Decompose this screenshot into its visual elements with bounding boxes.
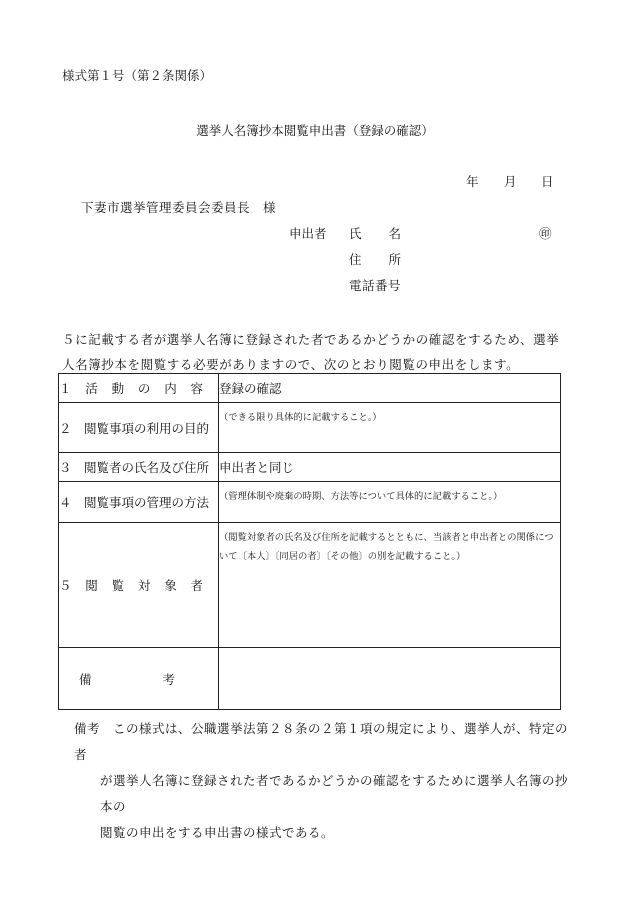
application-table <box>58 373 561 710</box>
activity-value[interactable]: 登録の確認 <box>219 374 561 403</box>
remarks-field[interactable] <box>219 648 561 710</box>
name-char: 氏 <box>349 226 362 241</box>
footnote-line: 備考 この様式は、公職選挙法第２８条の２第１項の規定により、選挙人が、特定の者 <box>74 721 569 762</box>
seal-mark: ㊞ <box>539 226 552 241</box>
management-note: （管理体制や廃棄の時期、方法等について具体的に記載すること。） <box>219 491 503 502</box>
date-day-label: 日 <box>541 174 554 189</box>
footnote-line: 閲覧の申出をする申出書の様式である。 <box>100 825 335 840</box>
applicant-address-label <box>349 250 401 268</box>
date-month-label: 月 <box>504 174 517 189</box>
purpose-note: （できる限り具体的に記載すること。） <box>219 412 382 423</box>
row-label-subject: ５ 閲 覧 対 象 者 <box>59 523 219 648</box>
applicant-label: 申出者 <box>289 226 327 241</box>
table-row-activity <box>59 374 561 403</box>
address-char: 住 <box>349 252 362 267</box>
date-year-label: 年 <box>466 174 479 189</box>
viewer-value[interactable]: 申出者と同じ <box>219 453 561 482</box>
purpose-field[interactable] <box>219 403 561 453</box>
row-label-viewer: ３ 閲覧者の氏名及び住所 <box>59 453 219 482</box>
table-row-management <box>59 482 561 523</box>
management-field[interactable] <box>219 482 561 523</box>
name-char: 名 <box>388 226 401 241</box>
table-row-remarks <box>59 648 561 710</box>
footnote-remarks <box>74 716 574 846</box>
subject-note: （閲覧対象者の氏名及び住所を記載するとともに、当該者と申出者との関係について〔本人〕〔同居の者〕〔その他〕の別を記載すること。） <box>219 532 554 562</box>
applicant-phone-label: 電話番号 <box>349 278 402 293</box>
table-row-subject <box>59 523 561 648</box>
row-label-remarks: 備 考 <box>59 648 219 710</box>
intro-paragraph: ５に記載する者が選挙人名簿に登録された者であるかどうかの確認をするため、選挙人名簿抄本を閲覧する必要がありますので、次のとおり閲覧の申出をします。 <box>62 332 560 372</box>
table-row-viewer <box>59 453 561 482</box>
row-label-management: ４ 閲覧事項の管理の方法 <box>59 482 219 523</box>
form-code: 様式第１号（第２条関係） <box>62 68 213 83</box>
subject-field[interactable] <box>219 523 561 648</box>
row-label-purpose: ２ 閲覧事項の利用の目的 <box>59 403 219 453</box>
document-title: 選挙人名簿抄本閲覧申出書（登録の確認） <box>196 123 434 138</box>
applicant-name-label <box>349 224 401 242</box>
table-row-purpose <box>59 403 561 453</box>
footnote-line: が選挙人名簿に登録された者であるかどうかの確認をするために選挙人名簿の抄本の <box>100 773 569 814</box>
address-char: 所 <box>388 252 401 267</box>
addressee: 下妻市選挙管理委員会委員長 様 <box>81 200 277 215</box>
row-label-activity: １ 活 動 の 内 容 <box>59 374 219 403</box>
